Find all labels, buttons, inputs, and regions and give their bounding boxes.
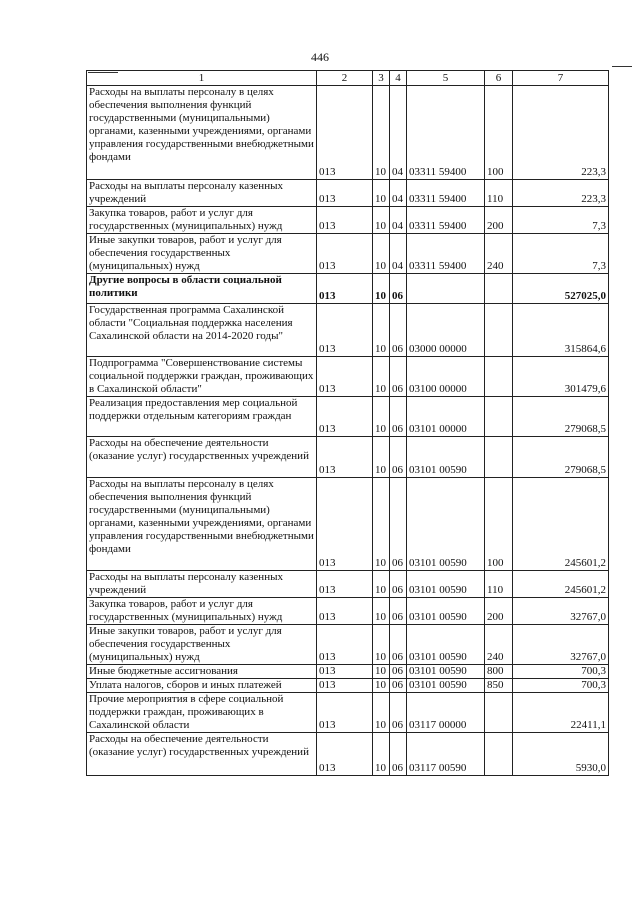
expense-type-cell — [485, 693, 513, 733]
ministry-code-cell: 013 — [317, 274, 373, 304]
target-code-cell: 03101 00590 — [407, 478, 485, 571]
subsection-code-cell: 06 — [390, 598, 407, 625]
amount-cell: 315864,6 — [513, 304, 609, 357]
table-row — [87, 357, 609, 397]
header-cell: 5 — [407, 71, 485, 86]
amount-cell: 245601,2 — [513, 478, 609, 571]
section-code-cell: 10 — [373, 357, 390, 397]
target-code-cell — [407, 274, 485, 304]
subsection-code-cell: 04 — [390, 207, 407, 234]
scan-mark-right — [612, 66, 632, 67]
subsection-code-cell: 06 — [390, 437, 407, 478]
expense-type-cell: 800 — [485, 665, 513, 679]
expense-type-cell — [485, 397, 513, 437]
table-row — [87, 598, 609, 625]
table-row — [87, 478, 609, 571]
amount-cell: 223,3 — [513, 86, 609, 180]
section-code-cell: 10 — [373, 571, 390, 598]
ministry-code-cell: 013 — [317, 397, 373, 437]
target-code-cell: 03101 00590 — [407, 665, 485, 679]
target-code-cell: 03117 00590 — [407, 733, 485, 776]
table-body — [87, 71, 609, 776]
header-cell: 2 — [317, 71, 373, 86]
name-cell: Расходы на выплаты персоналу казенных учреждений — [87, 180, 317, 207]
table-row — [87, 304, 609, 357]
section-code-cell: 10 — [373, 397, 390, 437]
expense-type-cell: 110 — [485, 180, 513, 207]
name-cell: Прочие мероприятия в сфере социальной поддержки граждан, проживающих в Сахалинской области — [87, 693, 317, 733]
name-cell: Уплата налогов, сборов и иных платежей — [87, 679, 317, 693]
amount-cell: 527025,0 — [513, 274, 609, 304]
subsection-code-cell: 06 — [390, 357, 407, 397]
amount-cell: 301479,6 — [513, 357, 609, 397]
ministry-code-cell: 013 — [317, 478, 373, 571]
subsection-code-cell: 06 — [390, 304, 407, 357]
name-cell: Государственная программа Сахалинской области "Социальная поддержка населения Сахалинской области на 2014-2020 годы" — [87, 304, 317, 357]
target-code-cell: 03101 00590 — [407, 571, 485, 598]
target-code-cell: 03311 59400 — [407, 86, 485, 180]
target-code-cell: 03311 59400 — [407, 234, 485, 274]
expense-type-cell: 240 — [485, 625, 513, 665]
amount-cell: 32767,0 — [513, 625, 609, 665]
subsection-code-cell: 06 — [390, 397, 407, 437]
header-row — [87, 71, 609, 86]
name-cell: Расходы на выплаты персоналу в целях обеспечения выполнения функций государственными (муниципальными) органами, казенными учреждениями, органами управления государственными внебюджетными фондами — [87, 478, 317, 571]
subsection-code-cell: 04 — [390, 180, 407, 207]
name-cell: Закупка товаров, работ и услуг для государственных (муниципальных) нужд — [87, 598, 317, 625]
expense-type-cell: 850 — [485, 679, 513, 693]
header-cell: 6 — [485, 71, 513, 86]
header-cell: 3 — [373, 71, 390, 86]
expense-type-cell — [485, 274, 513, 304]
target-code-cell: 03101 00590 — [407, 625, 485, 665]
ministry-code-cell: 013 — [317, 207, 373, 234]
section-code-cell: 10 — [373, 86, 390, 180]
amount-cell: 700,3 — [513, 679, 609, 693]
target-code-cell: 03311 59400 — [407, 180, 485, 207]
expense-type-cell: 100 — [485, 478, 513, 571]
amount-cell: 22411,1 — [513, 693, 609, 733]
expense-type-cell: 200 — [485, 598, 513, 625]
subsection-code-cell: 06 — [390, 274, 407, 304]
target-code-cell: 03311 59400 — [407, 207, 485, 234]
amount-cell: 7,3 — [513, 207, 609, 234]
expense-type-cell — [485, 357, 513, 397]
table-row — [87, 397, 609, 437]
section-code-cell: 10 — [373, 665, 390, 679]
ministry-code-cell: 013 — [317, 693, 373, 733]
amount-cell: 7,3 — [513, 234, 609, 274]
subsection-code-cell: 06 — [390, 665, 407, 679]
amount-cell: 245601,2 — [513, 571, 609, 598]
subsection-code-cell: 06 — [390, 478, 407, 571]
expense-type-cell — [485, 733, 513, 776]
name-cell: Расходы на обеспечение деятельности (оказание услуг) государственных учреждений — [87, 437, 317, 478]
table-row — [87, 733, 609, 776]
subsection-code-cell: 06 — [390, 733, 407, 776]
ministry-code-cell: 013 — [317, 234, 373, 274]
table-row — [87, 679, 609, 693]
subsection-code-cell: 06 — [390, 571, 407, 598]
target-code-cell: 03101 00000 — [407, 397, 485, 437]
section-code-cell: 10 — [373, 478, 390, 571]
section-code-cell: 10 — [373, 598, 390, 625]
table-row — [87, 86, 609, 180]
expense-type-cell: 240 — [485, 234, 513, 274]
subsection-code-cell: 06 — [390, 679, 407, 693]
section-code-cell: 10 — [373, 437, 390, 478]
ministry-code-cell: 013 — [317, 679, 373, 693]
amount-cell: 279068,5 — [513, 397, 609, 437]
table-row — [87, 234, 609, 274]
table-row — [87, 207, 609, 234]
budget-table — [86, 70, 609, 776]
ministry-code-cell: 013 — [317, 665, 373, 679]
amount-cell: 5930,0 — [513, 733, 609, 776]
section-code-cell: 10 — [373, 180, 390, 207]
section-code-cell: 10 — [373, 625, 390, 665]
name-cell: Реализация предоставления мер социальной поддержки отдельным категориям граждан — [87, 397, 317, 437]
header-cell: 4 — [390, 71, 407, 86]
subsection-code-cell: 04 — [390, 86, 407, 180]
name-cell: Иные закупки товаров, работ и услуг для обеспечения государственных (муниципальных) нужд — [87, 625, 317, 665]
amount-cell: 279068,5 — [513, 437, 609, 478]
section-code-cell: 10 — [373, 733, 390, 776]
amount-cell: 223,3 — [513, 180, 609, 207]
table-row — [87, 437, 609, 478]
ministry-code-cell: 013 — [317, 357, 373, 397]
ministry-code-cell: 013 — [317, 733, 373, 776]
section-code-cell: 10 — [373, 274, 390, 304]
target-code-cell: 03100 00000 — [407, 357, 485, 397]
expense-type-cell — [485, 304, 513, 357]
target-code-cell: 03101 00590 — [407, 437, 485, 478]
table-row — [87, 665, 609, 679]
section-code-cell: 10 — [373, 304, 390, 357]
ministry-code-cell: 013 — [317, 180, 373, 207]
name-cell: Расходы на выплаты персоналу казенных учреждений — [87, 571, 317, 598]
table-row — [87, 274, 609, 304]
ministry-code-cell: 013 — [317, 304, 373, 357]
name-cell: Расходы на выплаты персоналу в целях обеспечения выполнения функций государственными (муниципальными) органами, казенными учреждениями, органами управления государственными внебюджетными фондами — [87, 86, 317, 180]
name-cell: Иные закупки товаров, работ и услуг для обеспечения государственных (муниципальных) нужд — [87, 234, 317, 274]
expense-type-cell: 110 — [485, 571, 513, 598]
page-number: 446 — [311, 50, 329, 64]
subsection-code-cell: 06 — [390, 693, 407, 733]
target-code-cell: 03117 00000 — [407, 693, 485, 733]
table-row — [87, 571, 609, 598]
expense-type-cell: 200 — [485, 207, 513, 234]
target-code-cell: 03101 00590 — [407, 598, 485, 625]
section-code-cell: 10 — [373, 207, 390, 234]
name-cell: Подпрограмма "Совершенствование системы социальной поддержки граждан, проживающих в Сахалинской области" — [87, 357, 317, 397]
section-code-cell: 10 — [373, 234, 390, 274]
section-code-cell: 10 — [373, 693, 390, 733]
subsection-code-cell: 04 — [390, 234, 407, 274]
target-code-cell: 03000 00000 — [407, 304, 485, 357]
header-cell: 7 — [513, 71, 609, 86]
ministry-code-cell: 013 — [317, 571, 373, 598]
name-cell: Иные бюджетные ассигнования — [87, 665, 317, 679]
header-cell: 1 — [87, 71, 317, 86]
amount-cell: 700,3 — [513, 665, 609, 679]
expense-type-cell: 100 — [485, 86, 513, 180]
expense-type-cell — [485, 437, 513, 478]
target-code-cell: 03101 00590 — [407, 679, 485, 693]
name-cell: Другие вопросы в области социальной политики — [87, 274, 317, 304]
ministry-code-cell: 013 — [317, 598, 373, 625]
section-code-cell: 10 — [373, 679, 390, 693]
name-cell: Расходы на обеспечение деятельности (оказание услуг) государственных учреждений — [87, 733, 317, 776]
subsection-code-cell: 06 — [390, 625, 407, 665]
ministry-code-cell: 013 — [317, 437, 373, 478]
ministry-code-cell: 013 — [317, 86, 373, 180]
ministry-code-cell: 013 — [317, 625, 373, 665]
table-row — [87, 693, 609, 733]
name-cell: Закупка товаров, работ и услуг для государственных (муниципальных) нужд — [87, 207, 317, 234]
table-row — [87, 625, 609, 665]
amount-cell: 32767,0 — [513, 598, 609, 625]
table-row — [87, 180, 609, 207]
